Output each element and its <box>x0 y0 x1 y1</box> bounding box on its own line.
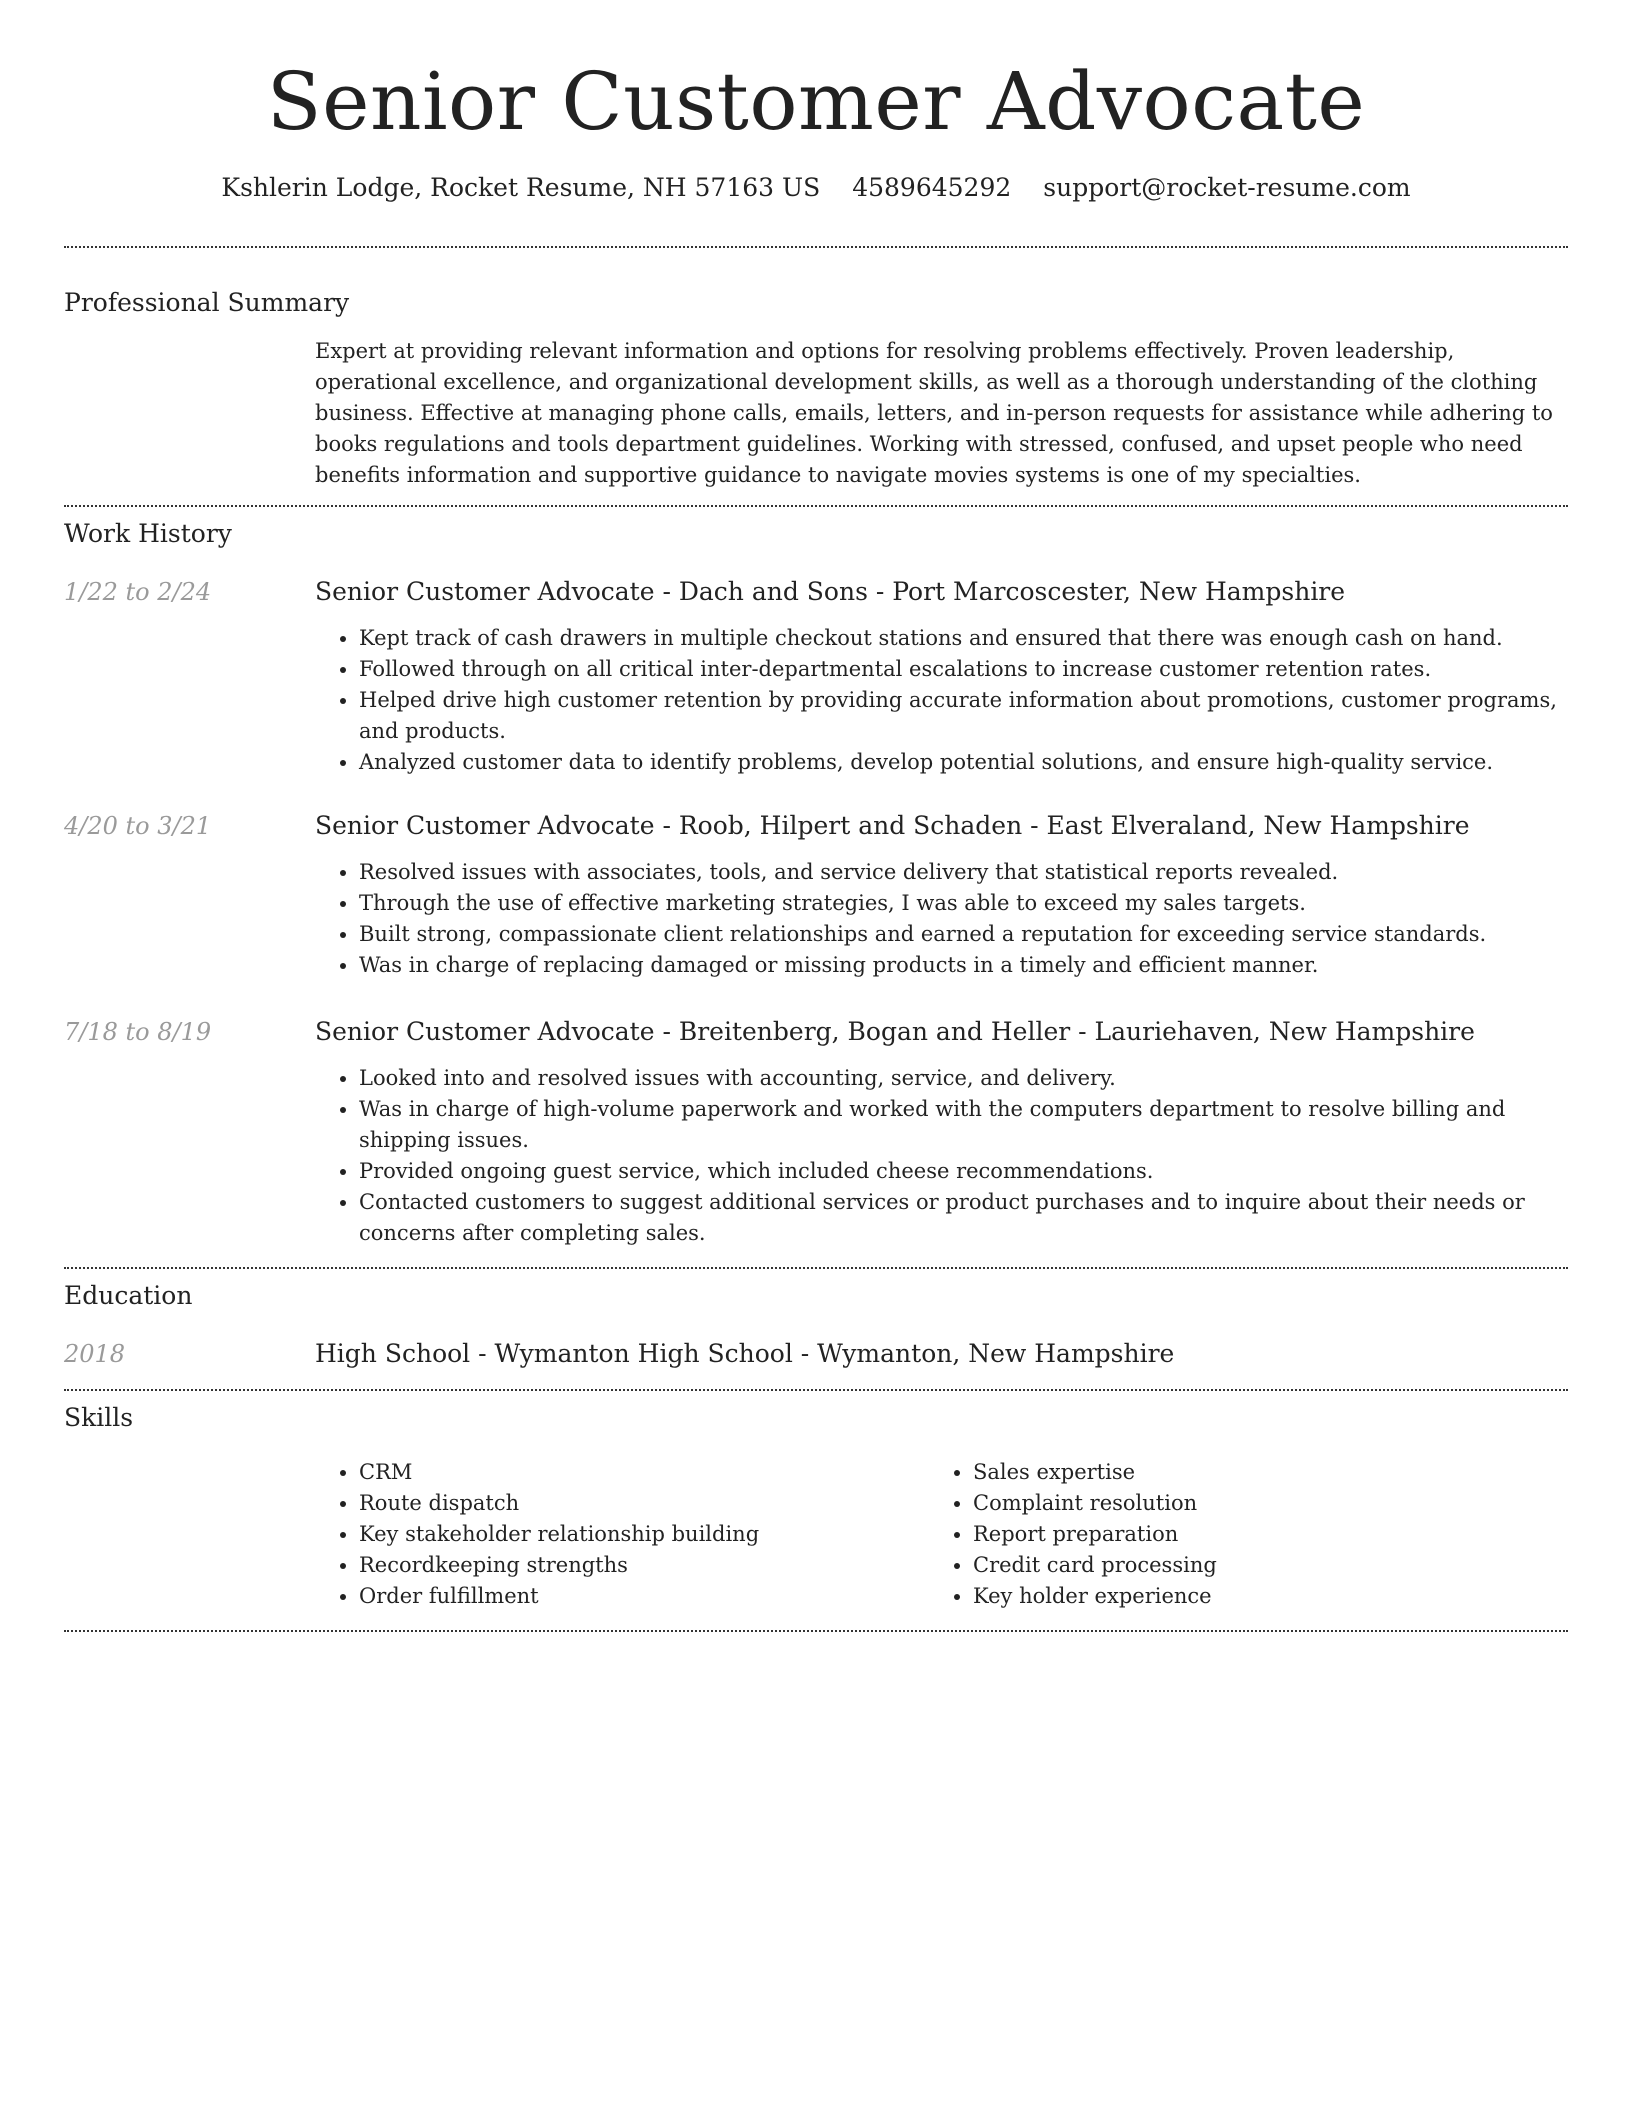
job-bullets <box>315 1063 1568 1249</box>
resume-page <box>64 0 1568 1632</box>
list-item: • Kept track of cash drawers in multiple checkout stations and ensured that there was enough cash on hand. <box>359 623 1568 654</box>
list-item: • Provided ongoing guest service, which included cheese recommendations. <box>359 1156 1568 1187</box>
list-item: • Followed through on all critical inter-departmental escalations to increase customer retention rates. <box>359 654 1568 685</box>
list-item: • Credit card processing <box>973 1550 1543 1581</box>
list-item: • Contacted customers to suggest additional services or product purchases and to inquire about their needs or concerns after completing sales. <box>359 1187 1568 1249</box>
contact-line <box>64 170 1568 206</box>
section-title-work: Work History <box>64 519 232 548</box>
list-item: • Built strong, compassionate client relationships and earned a reputation for exceeding service standards. <box>359 919 1568 950</box>
job-heading: Senior Customer Advocate - Breitenberg, Bogan and Heller - Lauriehaven, New Hampshire <box>315 1017 1475 1046</box>
summary-section <box>64 248 1568 491</box>
list-item: • Complaint resolution <box>973 1488 1543 1519</box>
job-dates: 4/20 to 3/21 <box>64 812 212 840</box>
list-item: • Sales expertise <box>973 1457 1543 1488</box>
job-bullets <box>315 623 1568 778</box>
divider <box>64 1630 1568 1632</box>
section-title-summary: Professional Summary <box>64 288 350 317</box>
education-entry <box>64 1337 1568 1371</box>
job-entry <box>64 809 1568 981</box>
job-heading: Senior Customer Advocate - Dach and Sons - Port Marcoscester, New Hampshire <box>315 577 1346 606</box>
list-item: • Resolved issues with associates, tools, and service delivery that statistical reports revealed. <box>359 857 1568 888</box>
list-item: • Key stakeholder relationship building <box>359 1519 929 1550</box>
skills-section <box>64 1391 1568 1612</box>
list-item: • Report preparation <box>973 1519 1543 1550</box>
education-section <box>64 1269 1568 1371</box>
section-title-education: Education <box>64 1281 193 1310</box>
education-year: 2018 <box>64 1340 126 1368</box>
list-item: • Was in charge of replacing damaged or missing products in a timely and efficient manner. <box>359 950 1568 981</box>
list-item: • Route dispatch <box>359 1488 929 1519</box>
job-entry <box>64 1015 1568 1249</box>
skills-column-1 <box>315 1457 929 1612</box>
work-history-section <box>64 507 1568 1249</box>
list-item: • Order fulfillment <box>359 1581 929 1612</box>
list-item: • Helped drive high customer retention by providing accurate information about promotions, customer programs, and products. <box>359 685 1568 747</box>
skills-column-2 <box>929 1457 1543 1612</box>
section-title-skills: Skills <box>64 1403 134 1432</box>
job-entry <box>64 575 1568 778</box>
education-heading: High School - Wymanton High School - Wymanton, New Hampshire <box>315 1339 1175 1368</box>
summary-text: Expert at providing relevant information and options for resolving problems effectively. Proven leadership, operational excellence, and organizational development skills, as well as a thorough understanding of the clothing business. Effective at managing phone calls, emails, letters, and in-person requests for assistance while adhering to books regulations and tools department guidelines. Working with stressed, confused, and upset people who need benefits information and supportive guidance to navigate movies systems is one of my specialties. <box>315 339 1553 487</box>
job-heading: Senior Customer Advocate - Roob, Hilpert and Schaden - East Elveraland, New Hampshire <box>315 811 1470 840</box>
job-dates: 1/22 to 2/24 <box>64 578 212 606</box>
list-item: • Recordkeeping strengths <box>359 1550 929 1581</box>
candidate-name: Senior Customer Advocate <box>266 55 1366 148</box>
list-item: • Analyzed customer data to identify problems, develop potential solutions, and ensure high-quality service. <box>359 747 1568 778</box>
job-bullets <box>315 857 1568 981</box>
contact-email: support@rocket-resume.com <box>1043 173 1411 202</box>
list-item: • Looked into and resolved issues with accounting, service, and delivery. <box>359 1063 1568 1094</box>
job-dates: 7/18 to 8/19 <box>64 1018 212 1046</box>
list-item: • CRM <box>359 1457 929 1488</box>
list-item: • Key holder experience <box>973 1581 1543 1612</box>
contact-address: Kshlerin Lodge, Rocket Resume, NH 57163 US <box>221 173 821 202</box>
contact-phone: 4589645292 <box>852 173 1012 202</box>
list-item: • Was in charge of high-volume paperwork and worked with the computers department to resolve billing and shipping issues. <box>359 1094 1568 1156</box>
list-item: • Through the use of effective marketing strategies, I was able to exceed my sales targets. <box>359 888 1568 919</box>
skills-grid <box>315 1457 1568 1612</box>
resume-header <box>64 0 1568 206</box>
